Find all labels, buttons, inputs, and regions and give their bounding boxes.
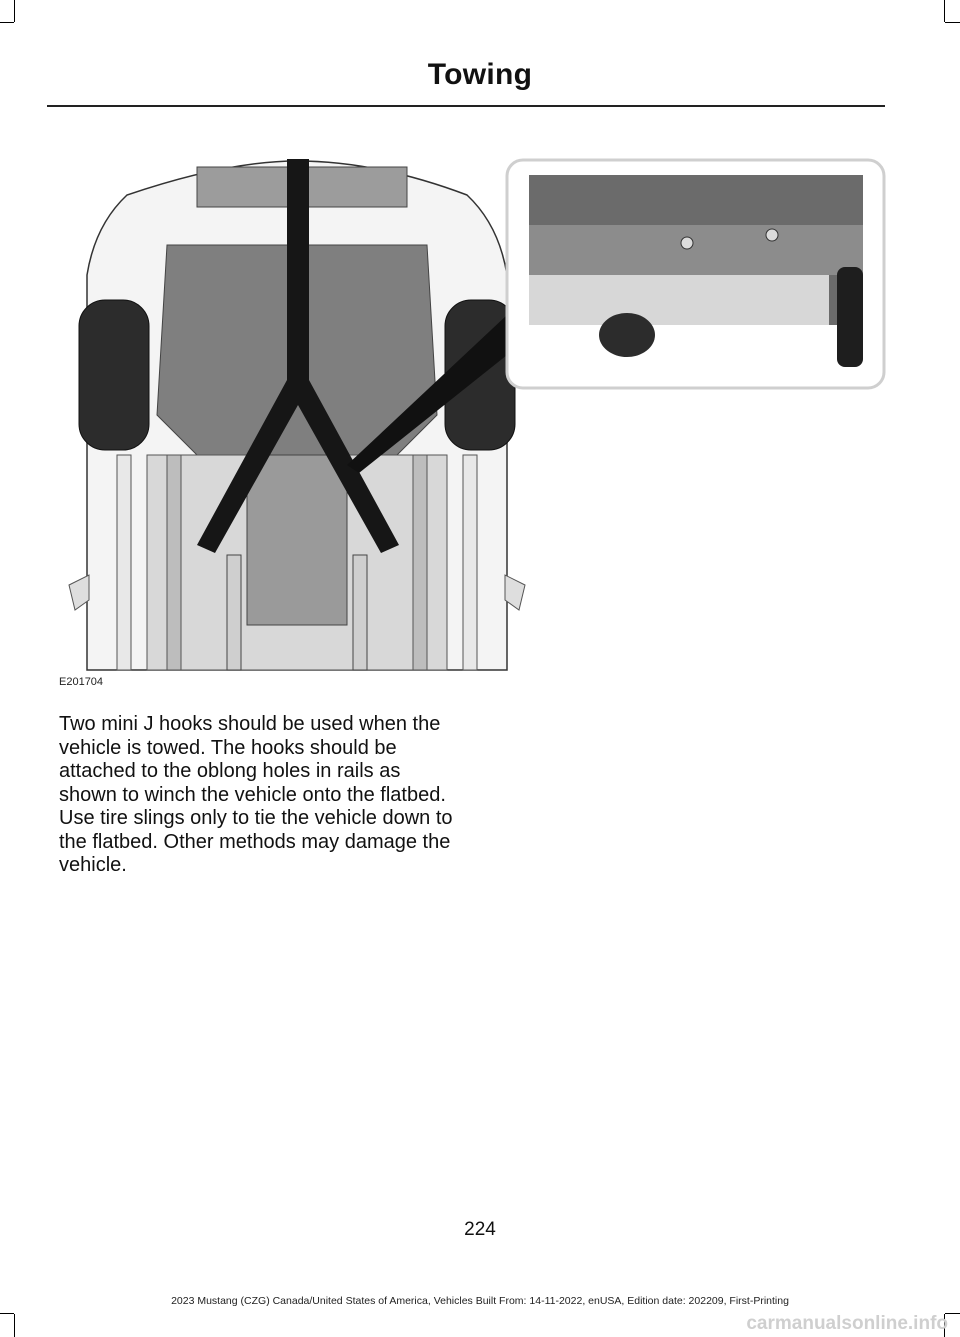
crop-mark-top-right-h <box>945 22 960 23</box>
car-underbody <box>69 159 525 670</box>
watermark: carmanualsonline.info <box>746 1313 948 1334</box>
detail-inset <box>507 160 884 388</box>
page-number: 224 <box>464 1219 496 1240</box>
header-rule <box>47 105 885 107</box>
crop-mark-top-right-v <box>944 0 945 22</box>
edition-footer: 2023 Mustang (CZG) Canada/United States of America, Vehicles Built From: 14-11-2022, enUSA, Edition date: 202209, First-Printing <box>171 1295 789 1307</box>
crop-mark-bottom-left-h <box>0 1313 14 1314</box>
crop-mark-bottom-left-v <box>14 1314 15 1337</box>
figure-id: E201704 <box>59 676 104 688</box>
page-title: Towing <box>427 58 533 91</box>
body-paragraph: Two mini J hooks should be used when the vehicle is towed. The hooks should be attached to the oblong holes in rails as shown to winch the vehicle onto the flatbed. Use tire slings only to tie the vehicle down to the flatbed. Other methods may damage the vehicle. <box>59 713 453 876</box>
crop-mark-top-left-h <box>0 22 14 23</box>
vehicle-underbody-illustration <box>47 155 887 700</box>
crop-mark-top-left-v <box>14 0 15 22</box>
